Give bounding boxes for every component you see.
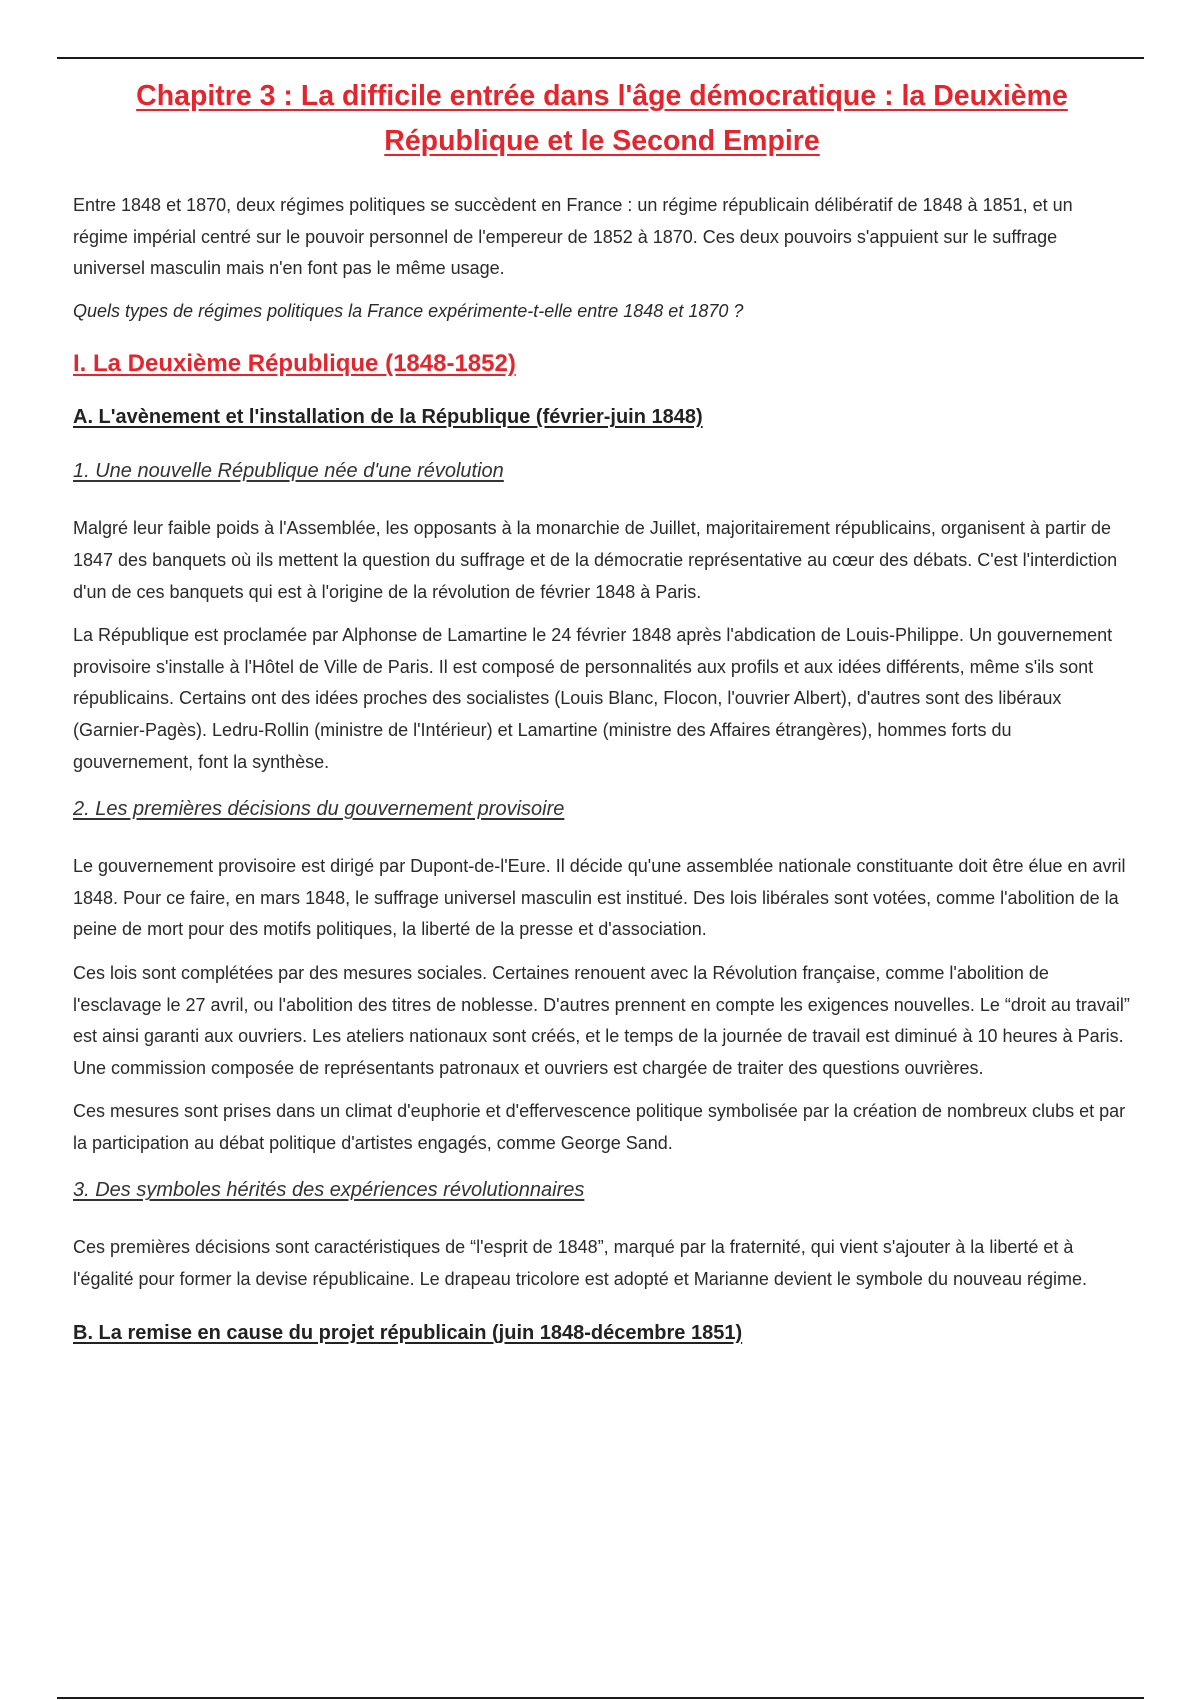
bottom-rule bbox=[57, 1697, 1144, 1699]
section-1-title: I. La Deuxième République (1848-1852) bbox=[73, 350, 516, 378]
document-body bbox=[73, 74, 1131, 1345]
subpart-2-title: 2. Les premières décisions du gouvernement provisoire bbox=[73, 798, 565, 821]
chapter-title: Chapitre 3 : La difficile entrée dans l'âge démocratique : la Deuxième République et le Second Empire bbox=[136, 80, 1068, 157]
top-rule bbox=[57, 57, 1144, 59]
part-a-title: A. L'avènement et l'installation de la République (février-juin 1848) bbox=[73, 406, 703, 429]
subpart-3-title: 3. Des symboles hérités des expériences révolutionnaires bbox=[73, 1179, 585, 1202]
subpart-2-paragraph-1: Le gouvernement provisoire est dirigé par Dupont-de-l'Eure. Il décide qu'une assemblée nationale constituante doit être élue en avril 1848. Pour ce faire, en mars 1848, le suffrage universel masculin est institué. Des lois libérales sont votées, comme l'abolition de la peine de mort pour des motifs politiques, la liberté de la presse et d'association. bbox=[73, 856, 1126, 940]
subpart-2-paragraph-2: Ces lois sont complétées par des mesures sociales. Certaines renouent avec la Révolution française, comme l'abolition de l'esclavage le 27 avril, ou l'abolition des titres de noblesse. D'autres prennent en compte les exigences nouvelles. Le “droit au travail” est ainsi garanti aux ouvriers. Les ateliers nationaux sont créés, et le temps de la journée de travail est diminué à 10 heures à Paris. Une commission composée de représentants patronaux et ouvriers est chargée de traiter des questions ouvrières. bbox=[73, 962, 1130, 1078]
subpart-2-paragraph-3: Ces mesures sont prises dans un climat d'euphorie et d'effervescence politique symbolisée par la création de nombreux clubs et par la participation au débat politique d'artistes engagés, comme George Sand. bbox=[73, 1101, 1126, 1153]
problem-question: Quels types de régimes politiques la France expérimente-t-elle entre 1848 et 1870 ? bbox=[73, 300, 744, 321]
intro-paragraph: Entre 1848 et 1870, deux régimes politiques se succèdent en France : un régime républicain délibératif de 1848 à 1851, et un régime impérial centré sur le pouvoir personnel de l'empereur de 1852 à 1870. Ces deux pouvoirs s'appuient sur le suffrage universel masculin mais n'en font pas le même usage. bbox=[73, 195, 1073, 279]
part-b-title: B. La remise en cause du projet républicain (juin 1848-décembre 1851) bbox=[73, 1321, 743, 1344]
subpart-1-paragraph-1: Malgré leur faible poids à l'Assemblée, les opposants à la monarchie de Juillet, majoritairement républicains, organisent à partir de 1847 des banquets où ils mettent la question du suffrage et de la démocratie représentative au cœur des débats. C'est l'interdiction d'un de ces banquets qui est à l'origine de la révolution de février 1848 à Paris. bbox=[73, 518, 1118, 602]
subpart-1-paragraph-2: La République est proclamée par Alphonse de Lamartine le 24 février 1848 après l'abdication de Louis-Philippe. Un gouvernement provisoire s'installe à l'Hôtel de Ville de Paris. Il est composé de personnalités aux profils et aux idées différents, même s'ils sont républicains. Certains ont des idées proches des socialistes (Louis Blanc, Flocon, l'ouvrier Albert), d'autres sont des libéraux (Garnier-Pagès). Ledru-Rollin (ministre de l'Intérieur) et Lamartine (ministre des Affaires étrangères), hommes forts du gouvernement, font la synthèse. bbox=[73, 625, 1113, 772]
subpart-3-paragraph-1: Ces premières décisions sont caractéristiques de “l'esprit de 1848”, marqué par la fraternité, qui vient s'ajouter à la liberté et à l'égalité pour former la devise républicaine. Le drapeau tricolore est adopté et Marianne devient le symbole du nouveau régime. bbox=[73, 1237, 1088, 1290]
subpart-1-title: 1. Une nouvelle République née d'une révolution bbox=[73, 460, 504, 483]
